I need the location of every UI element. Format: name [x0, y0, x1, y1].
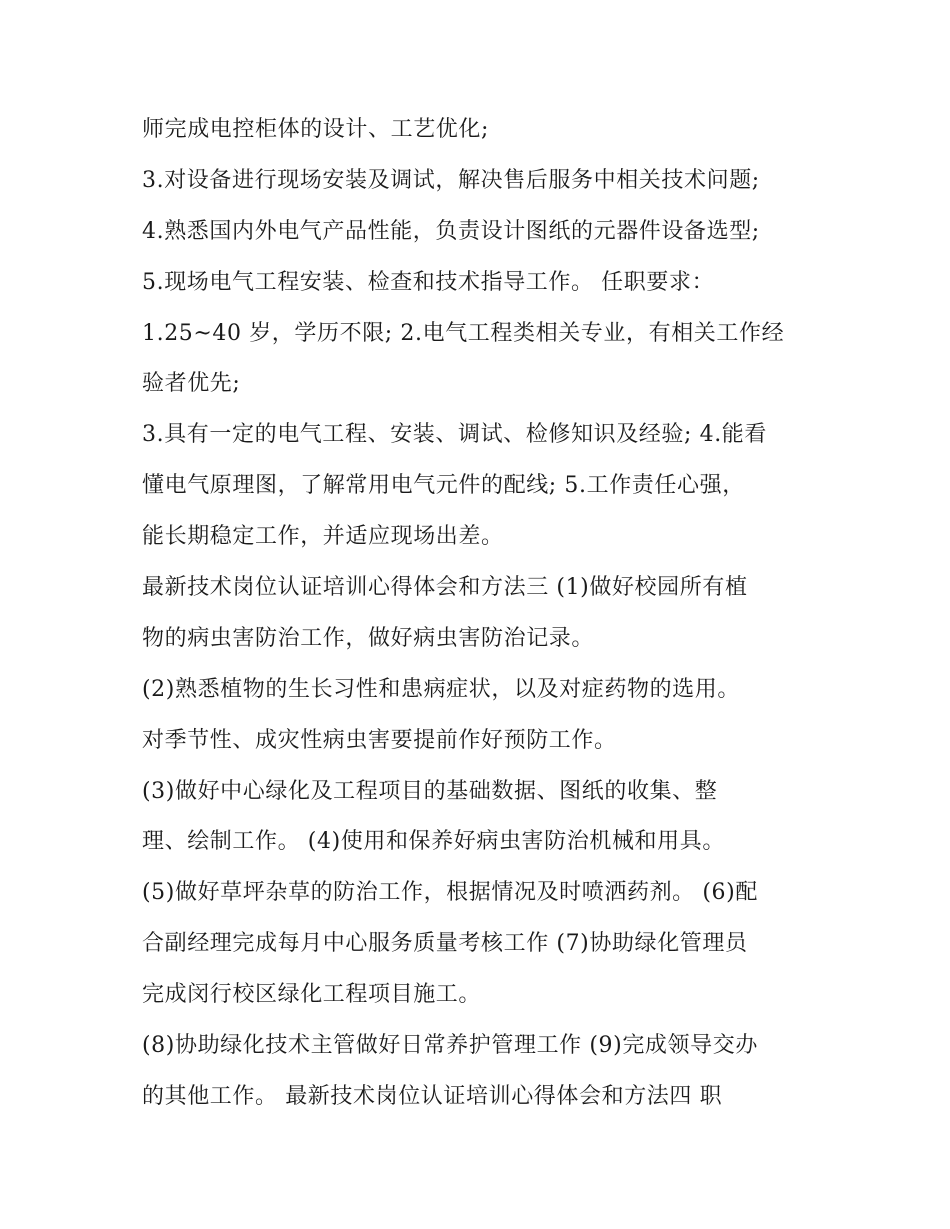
text-line: 理、绘制工作。 (4)使用和保养好病虫害防治机械和用具。 [142, 829, 725, 855]
text-line: 验者优先; [142, 371, 241, 397]
text-line: 3.具有一定的电气工程、安装、调试、检修知识及经验; 4.能看 [142, 422, 767, 448]
text-line: 能长期稳定工作，并适应现场出差。 [142, 524, 504, 550]
text-line: (3)做好中心绿化及工程项目的基础数据、图纸的收集、整 [142, 778, 718, 804]
document-body [142, 109, 822, 1127]
text-line: 5.现场电气工程安装、检查和技术指导工作。 任职要求： [142, 269, 715, 295]
text-line: 4.熟悉国内外电气产品性能，负责设计图纸的元器件设备选型; [142, 218, 760, 244]
text-line: (5)做好草坪杂草的防治工作，根据情况及时喷洒药剂。 (6)配 [142, 880, 758, 906]
text-line: 物的病虫害防治工作，做好病虫害防治记录。 [142, 625, 595, 651]
text-line: (2)熟悉植物的生长习性和患病症状，以及对症药物的选用。 [142, 676, 740, 702]
text-line: 合副经理完成每月中心服务质量考核工作 (7)协助绿化管理员 [142, 931, 748, 957]
text-line: 最新技术岗位认证培训心得体会和方法三 (1)做好校园所有植 [142, 575, 748, 601]
text-line: 的其他工作。 最新技术岗位认证培训心得体会和方法四 职 [142, 1083, 723, 1109]
text-line: (8)协助绿化技术主管做好日常养护管理工作 (9)完成领导交办 [142, 1033, 758, 1059]
text-line: 1.25~40 岁，学历不限; 2.电气工程类相关专业，有相关工作经 [142, 320, 785, 346]
text-line: 师完成电控柜体的设计、工艺优化; [142, 117, 490, 142]
text-line: 3.对设备进行现场安装及调试，解决售后服务中相关技术问题; [142, 167, 760, 193]
text-line: 对季节性、成灾性病虫害要提前作好预防工作。 [142, 727, 617, 753]
text-line: 完成闵行校区绿化工程项目施工。 [142, 982, 482, 1008]
text-line: 懂电气原理图，了解常用电气元件的配线; 5.工作责任心强， [142, 473, 745, 499]
